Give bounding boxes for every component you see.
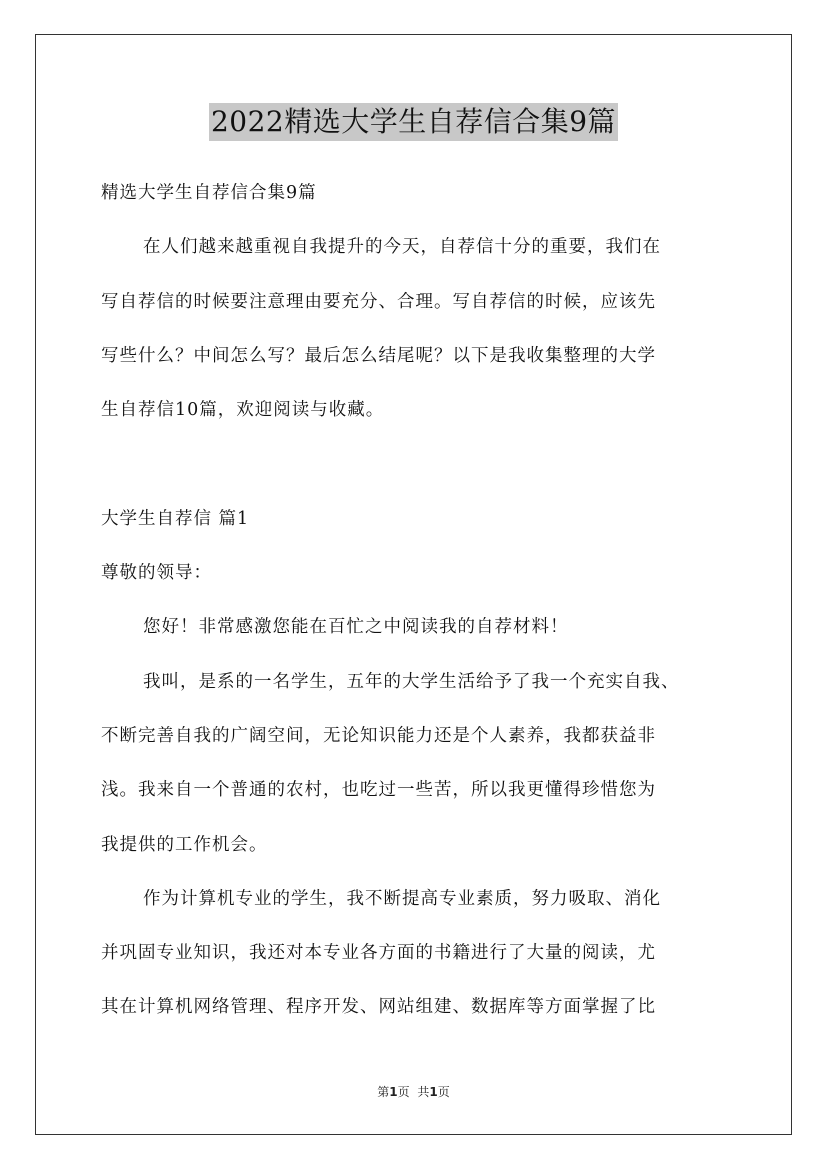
- title-container: [0, 103, 827, 141]
- footer-total-pages: 1: [429, 1085, 438, 1099]
- document-body: [101, 176, 731, 1045]
- text-line: 我提供的工作机会。: [101, 834, 268, 855]
- text-line: 您好！非常感激您能在百忙之中阅读我的自荐材料！: [143, 617, 569, 638]
- text-line: 写些什么？中间怎么写？最后怎么结尾呢？以下是我收集整理的大学: [101, 345, 656, 366]
- document-title: 2022精选大学生自荐信合集9篇: [209, 103, 618, 141]
- text-line: 尊敬的领导：: [101, 563, 212, 584]
- text-line: 大学生自荐信 篇1: [101, 508, 250, 529]
- footer-total-suffix: 页: [437, 1085, 450, 1099]
- footer-page-number: 1: [389, 1085, 398, 1099]
- text-line: 其在计算机网络管理、程序开发、网站组建、数据库等方面掌握了比: [101, 997, 656, 1018]
- text-line: 作为计算机专业的学生，我不断提高专业素质，努力吸取、消化: [143, 888, 661, 909]
- text-line: 并巩固专业知识，我还对本专业各方面的书籍进行了大量的阅读，尤: [101, 943, 656, 964]
- footer-page-prefix: 第: [377, 1085, 390, 1099]
- page-footer: [0, 1083, 827, 1100]
- text-line: 在人们越来越重视自我提升的今天，自荐信十分的重要，我们在: [143, 237, 661, 258]
- text-line: 写自荐信的时候要注意理由要充分、合理。写自荐信的时候，应该先: [101, 291, 656, 312]
- text-line: 我叫，是系的一名学生，五年的大学生活给予了我一个充实自我、: [143, 671, 680, 692]
- footer-page-suffix: 页: [397, 1085, 410, 1099]
- text-line: 生自荐信10篇，欢迎阅读与收藏。: [101, 400, 385, 421]
- footer-total-prefix: 共: [417, 1085, 430, 1099]
- text-line: [101, 447, 731, 501]
- text-line: 浅。我来自一个普通的农村，也吃过一些苦，所以我更懂得珍惜您为: [101, 780, 656, 801]
- text-line: 不断完善自我的广阔空间，无论知识能力还是个人素养，我都获益非: [101, 725, 656, 746]
- text-line: 精选大学生自荐信合集9篇: [101, 183, 317, 203]
